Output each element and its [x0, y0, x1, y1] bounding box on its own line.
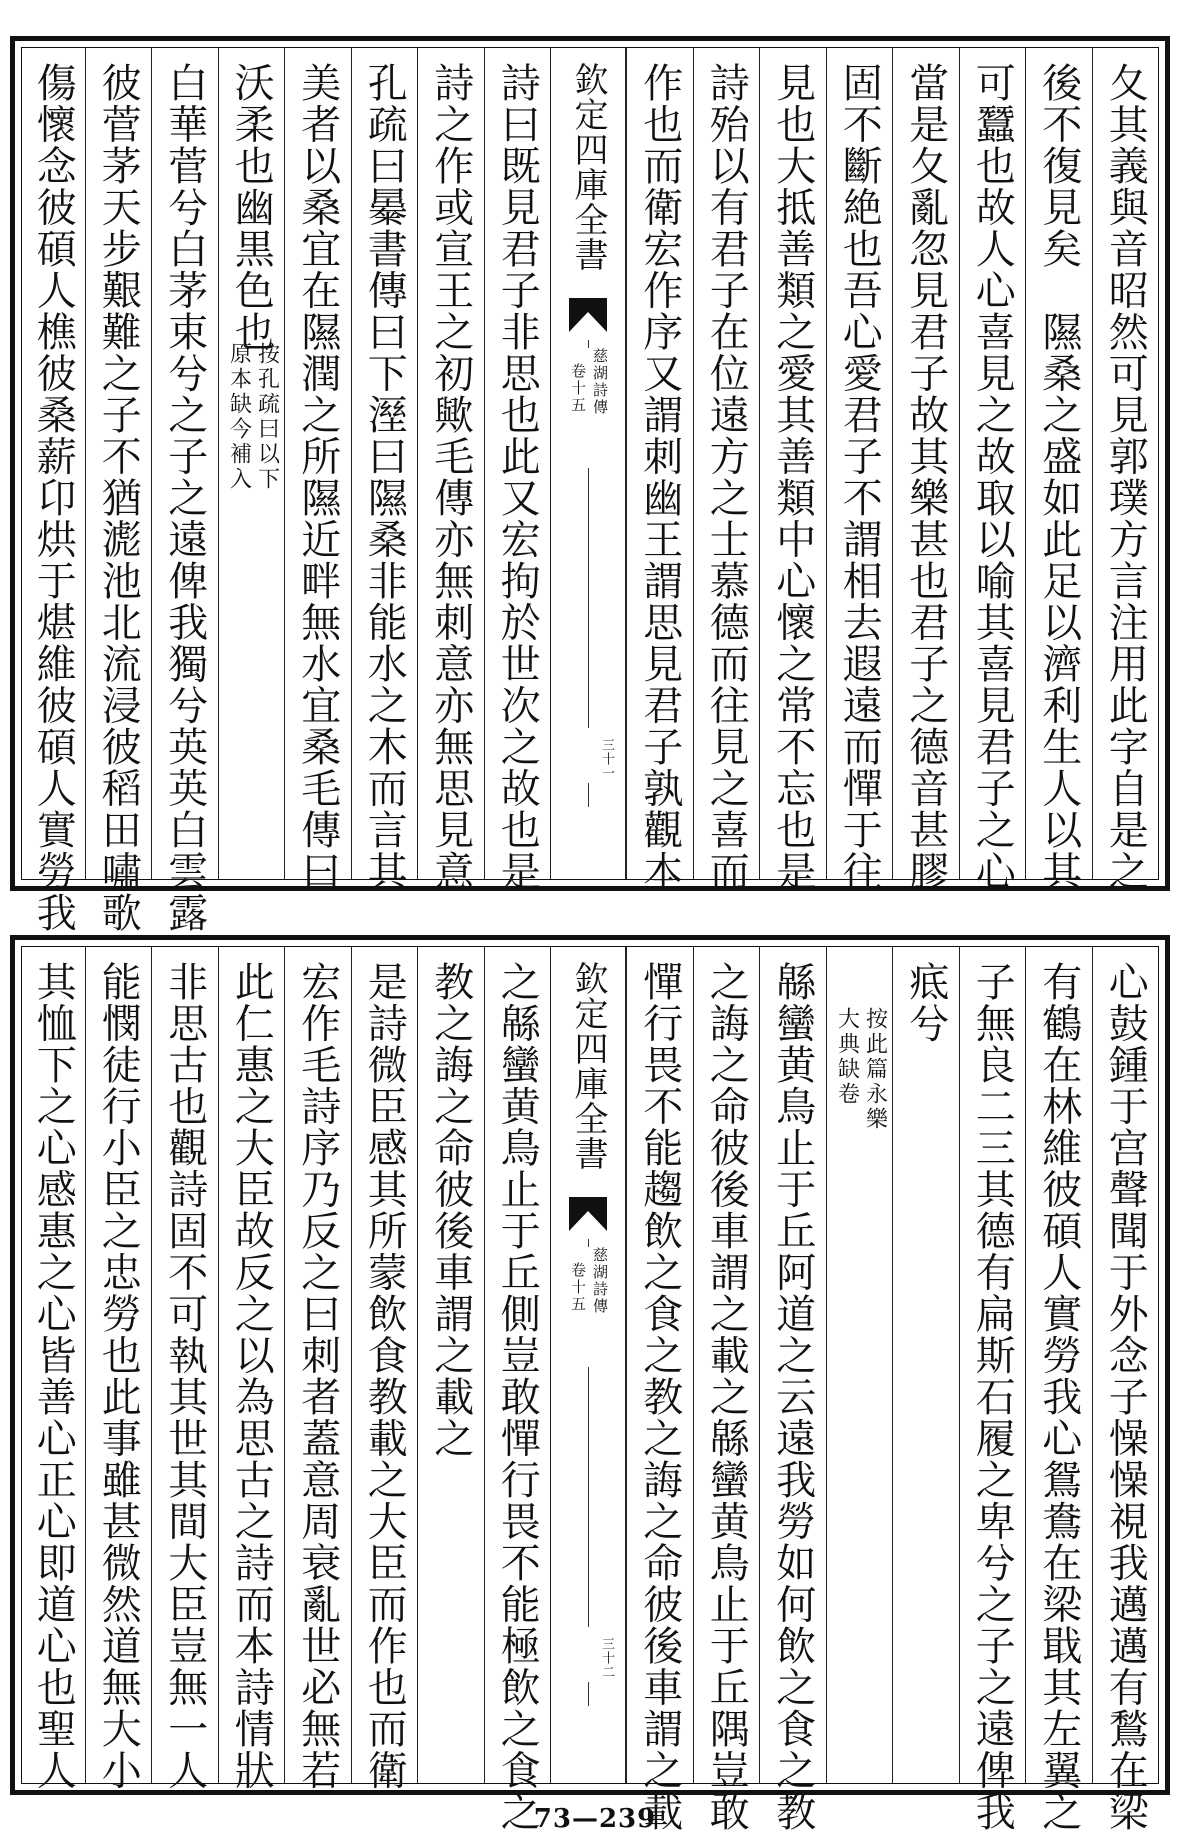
annotation-note: 原本缺今補入 — [226, 342, 252, 492]
left-column-7 — [22, 48, 85, 934]
column-text: 緜蠻黄鳥止于丘阿道之云遠我勞如何飲之食之教 — [769, 961, 816, 1833]
right-column-5 — [759, 947, 826, 1833]
left-column-1 — [417, 48, 484, 892]
book-subtitle: 慈湖詩傳 — [591, 1247, 609, 1315]
column-text: 此仁惠之大臣故反之以為思古之詩而本詩情狀 — [228, 961, 275, 1791]
left-column-0 — [484, 48, 551, 892]
right-column-6 — [693, 947, 760, 1833]
left-column-2 — [351, 48, 418, 892]
column-text: 後不復見矣 隰桑之盛如此足以濟利生人以其 — [1035, 62, 1082, 892]
right-column-3 — [892, 48, 959, 892]
column-text: 固不斷絶也吾心愛君子不謂相去遐遠而憚于往 — [836, 62, 883, 892]
right-column-1 — [1025, 947, 1092, 1833]
right-column-7 — [626, 947, 693, 1833]
right-column-4 — [826, 48, 893, 892]
left-column-3 — [284, 48, 351, 892]
column-text: 詩曰既見君子非思也此又宏拘於世次之故也是 — [494, 62, 541, 892]
column-text: 見也大抵善類之愛其善類中心懷之常不忘也是 — [769, 62, 816, 892]
left-column-4 — [218, 48, 285, 879]
book-subtitle: 慈湖詩傳 — [591, 348, 609, 416]
column-text: 宏作毛詩序乃反之曰刺者蓋意周衰亂世必無若 — [294, 961, 341, 1791]
column-text: 疷兮 — [902, 961, 949, 1044]
annotation-note: 按孔疏曰以下 — [254, 342, 280, 492]
annotation-note: 大典缺卷 — [834, 1007, 860, 1107]
left-column-1 — [417, 947, 484, 1783]
left-column-7 — [22, 947, 85, 1791]
column-text: 是詩微臣感其所蒙飲食教載之大臣而作也而衛 — [361, 961, 408, 1791]
page-number: 73—239 — [533, 1804, 657, 1834]
center-header — [550, 947, 626, 1783]
header-rule — [588, 1367, 589, 1627]
column-text: 可蠶也故人心喜見之故取以喻其喜見君子之心 — [969, 62, 1016, 892]
left-column-0 — [484, 947, 551, 1833]
left-column-6 — [85, 48, 152, 934]
page-top — [10, 36, 1170, 934]
right-column-2 — [959, 48, 1026, 892]
left-column-6 — [85, 947, 152, 1791]
column-text: 之緜蠻黄鳥止于丘側豈敢憚行畏不能極飲之食之 — [494, 961, 541, 1833]
book-title: 欽定四庫全書 — [568, 62, 608, 272]
right-column-2 — [959, 947, 1026, 1833]
column-text: 傷懷念彼碩人樵彼桑薪卬烘于煁維彼碩人實勞我 — [30, 62, 77, 934]
right-column-3 — [892, 947, 959, 1783]
header-rule — [588, 468, 589, 728]
right-column-1 — [1025, 48, 1092, 892]
column-text: 非思古也觀詩固不可執其世其間大臣豈無一人 — [161, 961, 208, 1791]
column-text: 彼菅茅天步艱難之子不猶滮池北流浸彼稻田嘯歌 — [95, 62, 142, 934]
column-text: 孔疏曰㬥書傳曰下溼曰隰桑非能水之木而言其 — [361, 62, 408, 892]
header-rule — [588, 783, 589, 807]
column-text: 美者以桑宜在隰潤之所隰近畔無水宜桑毛傳曰 — [294, 62, 341, 892]
book-title: 欽定四庫全書 — [568, 961, 608, 1171]
column-text: 教之誨之命彼後車謂之載之 — [427, 961, 474, 1459]
right-column-6 — [693, 48, 760, 892]
volume-label: 卷十五 — [569, 1262, 587, 1313]
column-text: 當是夂亂忽見君子故其樂甚也君子之德音甚膠 — [902, 62, 949, 892]
fishtail-mark-icon — [569, 298, 607, 332]
column-text: 其恤下之心感惠之心皆善心正心即道心也聖人 — [30, 961, 77, 1791]
header-rule — [588, 340, 589, 348]
header-rule — [588, 1239, 589, 1247]
column-text: 作也而衛宏作序又謂刺幽王謂思見君子孰觀本 — [636, 62, 683, 892]
column-text: 之誨之命彼後車謂之載之緜蠻黄鳥止于丘隅豈敢 — [703, 961, 750, 1833]
left-column-3 — [284, 947, 351, 1791]
volume-label: 卷十五 — [569, 363, 587, 414]
right-column-4 — [826, 947, 893, 1783]
right-column-0 — [1092, 48, 1159, 892]
column-text: 沃柔也幽黒色也 — [228, 62, 275, 353]
left-column-5 — [151, 48, 218, 934]
left-column-5 — [151, 947, 218, 1791]
annotation-note: 按此篇永樂 — [862, 1007, 888, 1132]
right-column-7 — [626, 48, 693, 892]
folio-number: 三十一 — [599, 738, 614, 780]
column-text: 夂其義與音昭然可見郭璞方言注用此字自是之 — [1102, 62, 1149, 892]
header-rule — [588, 1682, 589, 1706]
columns-top — [22, 48, 1158, 934]
column-text: 憚行畏不能趨飲之食之教之誨之命彼後車謂之載 — [636, 961, 683, 1833]
folio-number: 三十二 — [599, 1637, 614, 1679]
center-header — [550, 48, 626, 879]
column-text: 能憫徒行小臣之忠勞也此事雖甚微然道無大小 — [95, 961, 142, 1791]
right-column-0 — [1092, 947, 1159, 1833]
left-column-4 — [218, 947, 285, 1791]
column-text: 子無良二三其德有扁斯石履之卑兮之子之遠俾我 — [969, 961, 1016, 1833]
left-column-2 — [351, 947, 418, 1791]
column-text: 詩之作或宣王之初歟毛傳亦無刺意亦無思見意 — [427, 62, 474, 892]
column-text: 心鼓鍾于宫聲聞于外念子懆懆視我邁邁有鶖在梁 — [1102, 961, 1149, 1833]
column-text: 有鶴在林維彼碩人實勞我心鴛鴦在梁戢其左翼之 — [1035, 961, 1082, 1833]
column-text: 詩殆以有君子在位遠方之士慕德而往見之喜而 — [703, 62, 750, 892]
right-column-5 — [759, 48, 826, 892]
column-text: 白華菅兮白茅束兮之子之遠俾我獨兮英英白雲露 — [161, 62, 208, 934]
fishtail-mark-icon — [569, 1197, 607, 1231]
